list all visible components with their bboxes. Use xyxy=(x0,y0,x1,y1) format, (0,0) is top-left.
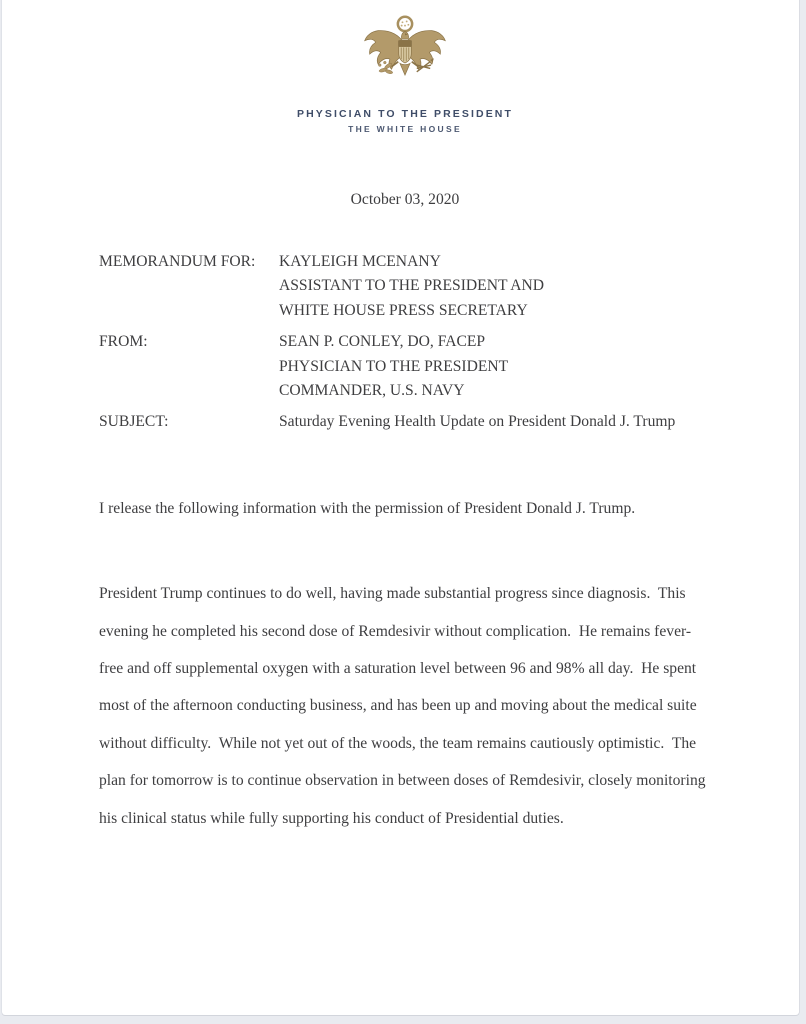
memo-field-subject xyxy=(99,410,711,434)
memo-field-from xyxy=(99,330,711,403)
memo-sender-line: PHYSICIAN TO THE PRESIDENT xyxy=(279,357,509,375)
presidential-seal xyxy=(363,13,447,97)
memo-sender-block xyxy=(279,330,711,403)
health-update-paragraph: President Trump continues to do well, having made substantial progress since diagnosis. This evening he completed his second dose of Remdesivir without complication. He remains fever-free and off supplemental oxygen with a saturation level between 96 and 98% all day. He spent most of the afternoon conducting business, and has been up and moving about the medical suite without difficulty. While not yet out of the woods, the team remains cautiously optimistic. The plan for tomorrow is to continue observation in between doses of Remdesivir, closely monitoring his clinical status while fully supporting his conduct of Presidential duties. xyxy=(99,585,710,827)
memo-label: SUBJECT: xyxy=(99,413,169,431)
memo-sender-line: COMMANDER, U.S. NAVY xyxy=(279,382,465,400)
memo-recipient-line: WHITE HOUSE PRESS SECRETARY xyxy=(279,301,528,319)
memo-subject-line: Saturday Evening Health Update on President Donald J. Trump xyxy=(279,413,676,431)
document-page xyxy=(2,0,799,1015)
memo-field-memorandum-for xyxy=(99,250,711,323)
letterhead-title: PHYSICIAN TO THE PRESIDENT xyxy=(296,108,513,120)
memo-label: FROM: xyxy=(99,333,148,351)
letterhead xyxy=(99,0,711,134)
memo-content xyxy=(2,0,799,837)
gold-eagle-icon xyxy=(363,13,447,97)
memo-sender-line: SEAN P. CONLEY, DO, FACEP xyxy=(279,333,486,351)
memo-recipient-line: KAYLEIGH MCENANY xyxy=(279,253,441,270)
release-statement-paragraph: I release the following information with the permission of President Donald J. Trump. xyxy=(99,499,636,517)
memo-date: October 03, 2020 xyxy=(350,191,460,208)
memo-recipient-line: ASSISTANT TO THE PRESIDENT AND xyxy=(279,277,545,295)
memo-label: MEMORANDUM FOR: xyxy=(99,253,256,270)
memo-recipient-block xyxy=(279,250,711,323)
letterhead-subtitle: THE WHITE HOUSE xyxy=(348,124,462,134)
memo-header-fields xyxy=(99,250,711,435)
memo-subject-block xyxy=(279,410,711,434)
